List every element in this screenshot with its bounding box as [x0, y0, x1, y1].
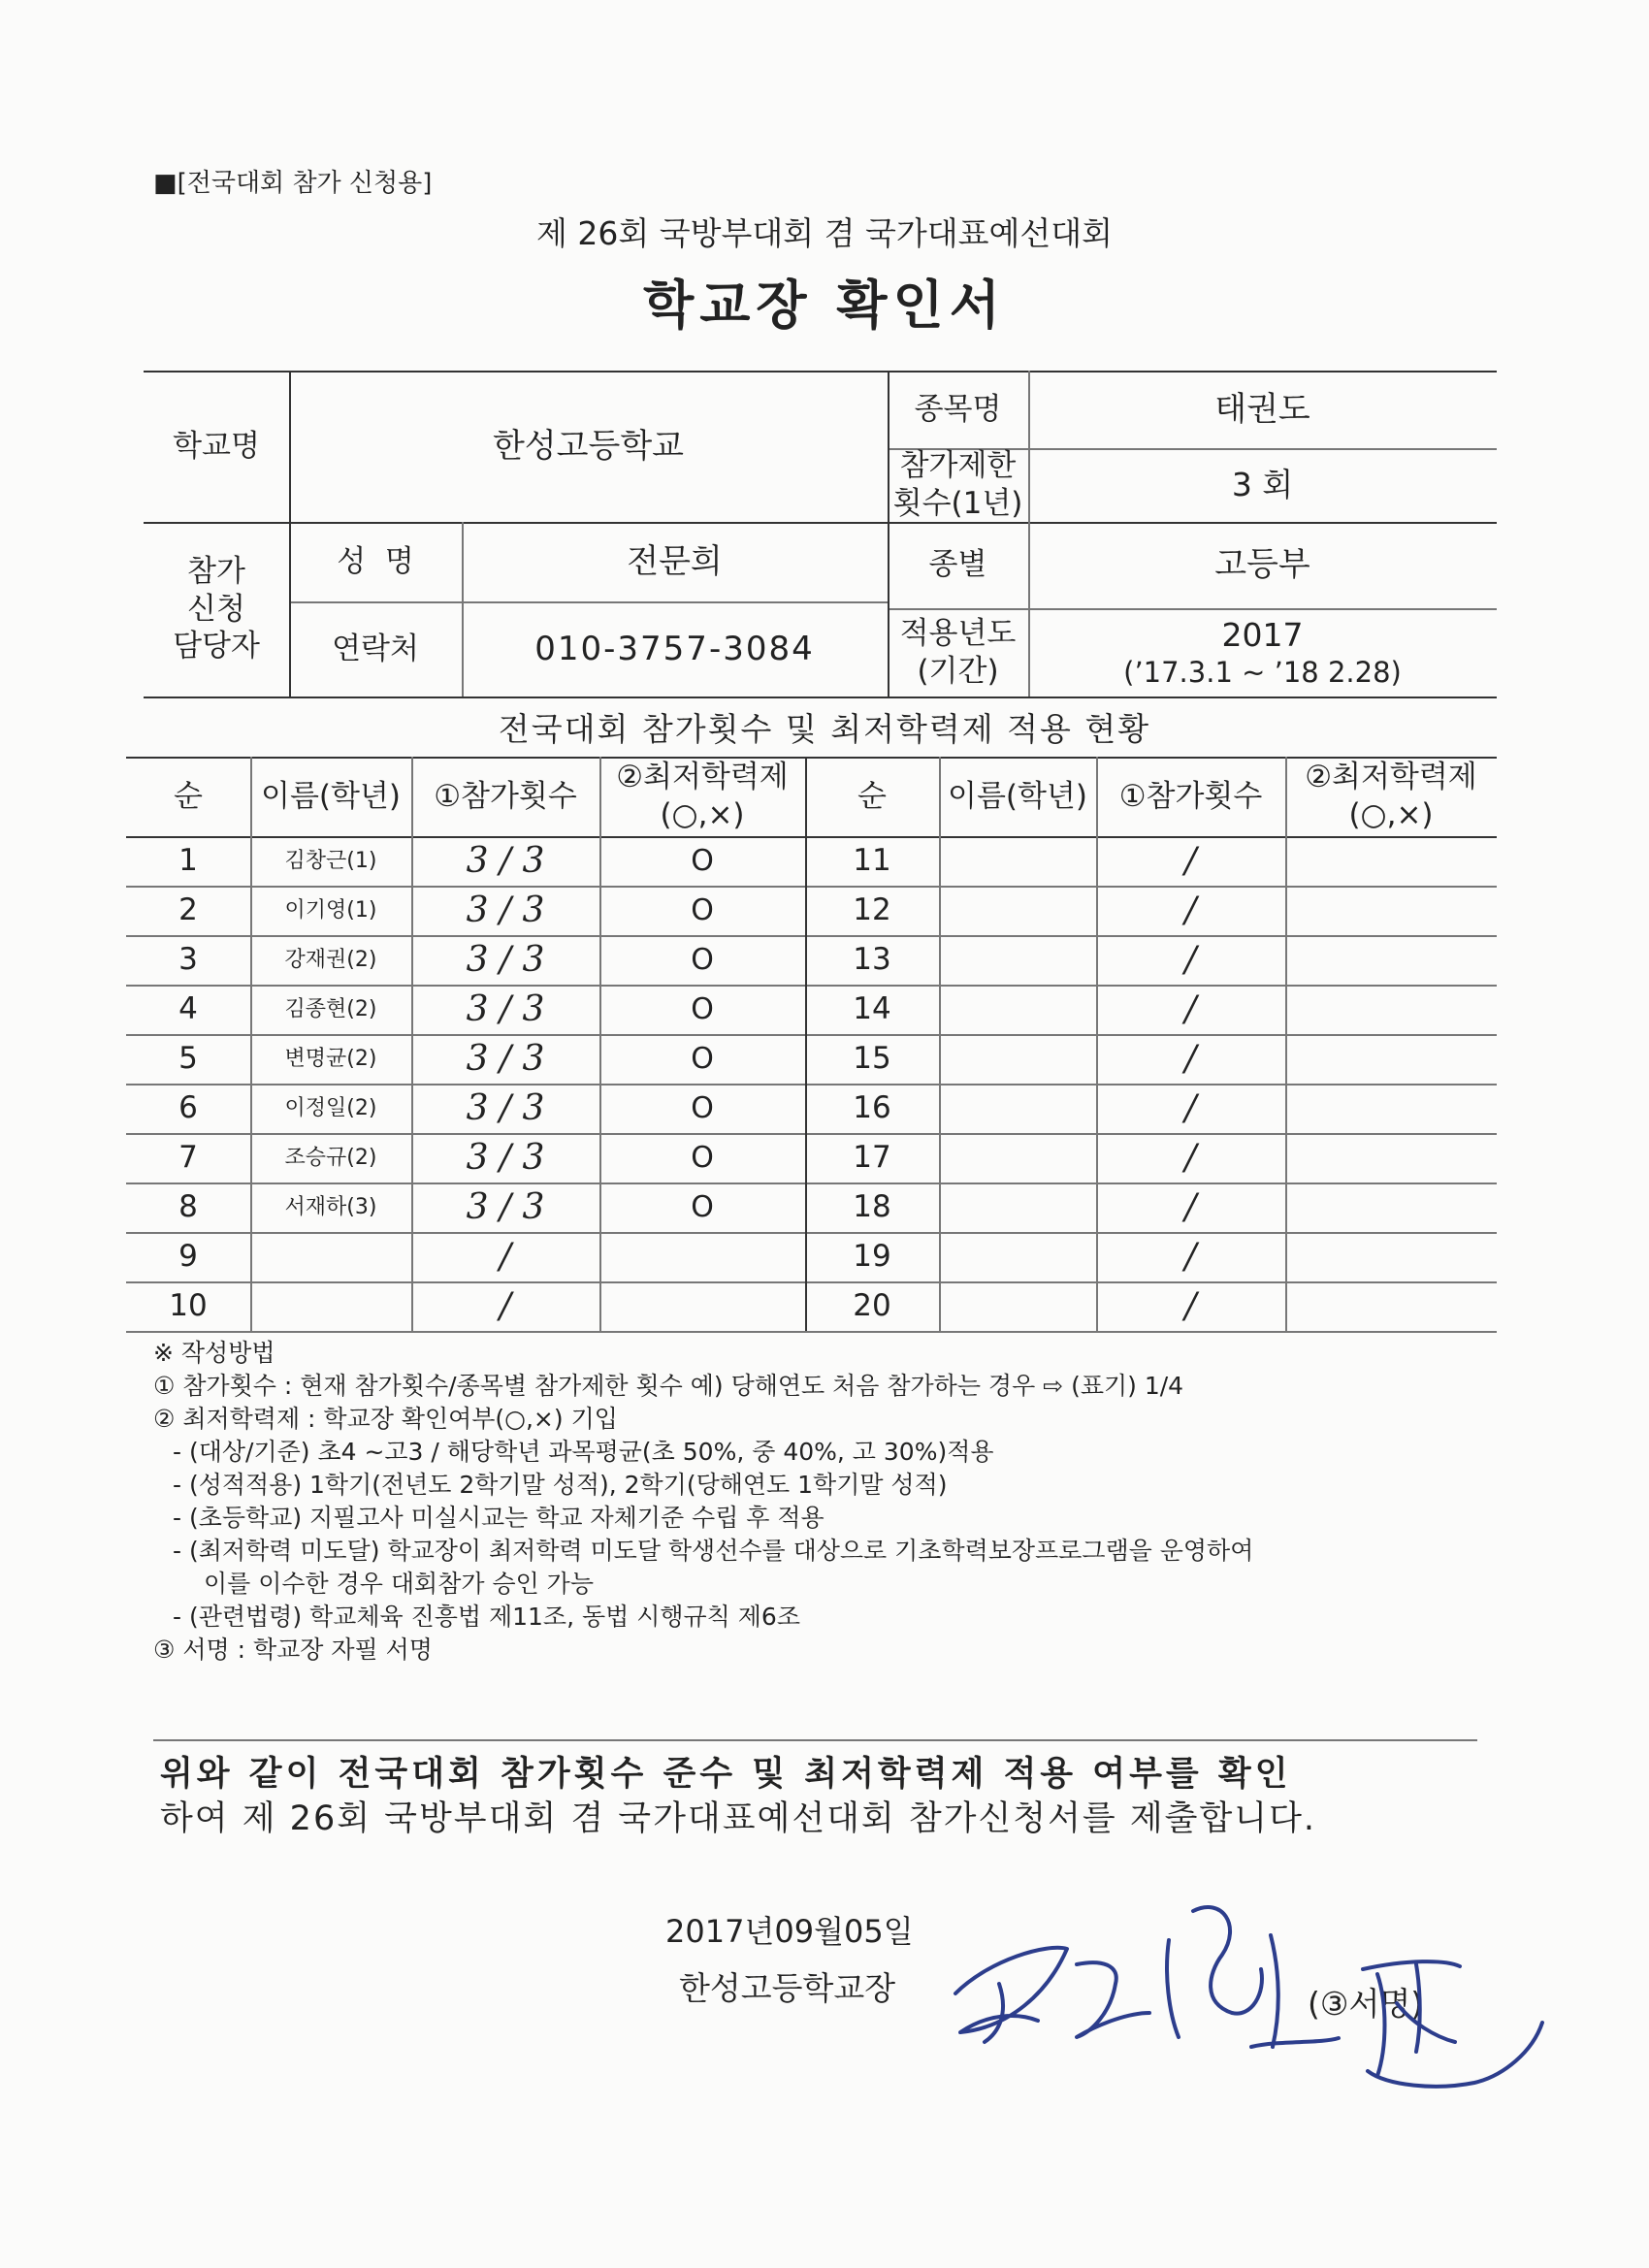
- row-participation-count: /: [499, 1237, 512, 1277]
- limit-label-line1: 참가제한: [899, 448, 1017, 484]
- row-participation-count: /: [1184, 1187, 1197, 1227]
- section-title: 전국대회 참가횟수 및 최저학력제 적용 현황: [498, 710, 1151, 748]
- row-number: 17: [853, 1140, 891, 1176]
- row-min-achievement: [599, 1232, 805, 1281]
- row-min-achievement: [1285, 985, 1497, 1034]
- row-number: 3: [178, 942, 198, 978]
- division-value: 고등부: [1214, 545, 1310, 585]
- row-min-achievement: [1285, 1232, 1497, 1281]
- row-min-achievement: [1285, 935, 1497, 985]
- limit-label-line2: 횟수(1년): [892, 486, 1023, 521]
- row-number: 12: [853, 892, 891, 928]
- row-name: 김창근(1): [284, 848, 377, 873]
- confirmation-text: [160, 1752, 1316, 1841]
- row-min-achievement: O: [691, 942, 714, 977]
- row-participation-count: 3 / 3: [466, 940, 545, 980]
- row-number: 11: [853, 843, 891, 879]
- header-min-achievement-right: [1285, 757, 1497, 836]
- row-participation-count: 3 / 3: [466, 1039, 545, 1079]
- contact-label: 연락처: [332, 631, 419, 666]
- header-min-achievement-left: [599, 757, 805, 836]
- row-name: 서재하(3): [284, 1194, 377, 1219]
- row-name: [939, 1281, 1096, 1331]
- row-name: 이정일(2): [284, 1095, 377, 1120]
- name-value: 전문희: [627, 541, 723, 581]
- row-min-achievement: O: [691, 843, 714, 878]
- signature-note: (③서명): [1308, 1985, 1424, 2023]
- row-min-achievement: O: [691, 1041, 714, 1076]
- row-number: 2: [178, 892, 198, 928]
- row-number: 4: [178, 991, 198, 1027]
- row-min-achievement: [1285, 1281, 1497, 1331]
- header-min-line1: ②최저학력제: [616, 760, 789, 795]
- row-name: [939, 886, 1096, 935]
- row-participation-count: /: [1184, 891, 1197, 930]
- applicant-label-line3: 담당자: [173, 629, 260, 664]
- row-name: 조승규(2): [284, 1145, 377, 1170]
- row-participation-count: 3 / 3: [466, 891, 545, 930]
- row-participation-count: /: [1184, 1138, 1197, 1178]
- row-min-achievement: [599, 1281, 805, 1331]
- school-label: 학교명: [173, 428, 260, 464]
- principal-signature: [931, 1867, 1571, 2120]
- row-name: 김종현(2): [284, 996, 377, 1021]
- row-min-achievement: [1285, 1183, 1497, 1232]
- row-min-achievement: [1285, 836, 1497, 886]
- row-min-achievement: [1285, 1084, 1497, 1133]
- row-name: [250, 1232, 411, 1281]
- row-name: [939, 836, 1096, 886]
- row-name: 이기영(1): [284, 897, 377, 923]
- row-name: [939, 1034, 1096, 1084]
- row-participation-count: /: [1184, 1088, 1197, 1128]
- instruction-line: - (관련법령) 학교체육 진흥법 제11조, 동법 시행규칙 제6조: [173, 1603, 800, 1631]
- header-name-right: 이름(학년): [948, 778, 1087, 814]
- header-min-line2: (○,×): [660, 797, 745, 832]
- row-number: 10: [169, 1288, 208, 1324]
- row-name: [939, 1232, 1096, 1281]
- row-min-achievement: O: [691, 892, 714, 927]
- instruction-line: ① 참가횟수 : 현재 참가횟수/종목별 참가제한 횟수 예) 당해연도 처음 참가하는 경우 ⇨ (표기) 1/4: [153, 1372, 1184, 1400]
- instruction-line: - (초등학교) 지필고사 미실시교는 학교 자체기준 수립 후 적용: [173, 1504, 824, 1532]
- instruction-line: - (대상/기준) 초4 ~고3 / 해당학년 과목평균(초 50%, 중 40%, 고 30%)적용: [173, 1438, 994, 1466]
- period-value: (’17.3.1 ~ ’18 2.28): [1123, 656, 1402, 689]
- year-label-line1: 적용년도: [899, 615, 1017, 651]
- division-label: 종별: [928, 547, 987, 583]
- row-number: 16: [853, 1090, 891, 1126]
- row-number: 9: [178, 1239, 198, 1275]
- confirmation-line2: 하여 제 26회 국방부대회 겸 국가대표예선대회 참가신청서를 제출합니다.: [160, 1799, 1317, 1838]
- header-no-right: 순: [857, 778, 887, 814]
- row-name: [939, 935, 1096, 985]
- event-value: 태권도: [1214, 389, 1310, 429]
- header-no-left: 순: [174, 778, 203, 814]
- row-participation-count: 3 / 3: [466, 1187, 545, 1227]
- applicant-label-line2: 신청: [187, 591, 245, 627]
- row-name: 강재권(2): [284, 947, 377, 972]
- table-line: [126, 1331, 1497, 1333]
- row-name: [939, 1183, 1096, 1232]
- row-min-achievement: [1285, 1034, 1497, 1084]
- row-number: 8: [178, 1189, 198, 1225]
- row-participation-count: 3 / 3: [466, 841, 545, 881]
- confirmation-line1: 위와 같이 전국대회 참가횟수 준수 및 최저학력제 적용 여부를 확인: [160, 1755, 1292, 1794]
- instruction-line: 이를 이수한 경우 대회참가 승인 가능: [204, 1570, 594, 1598]
- row-name: [939, 1133, 1096, 1183]
- row-participation-count: /: [1184, 1237, 1197, 1277]
- instructions-title: ※ 작성방법: [153, 1339, 275, 1367]
- row-name: 변명균(2): [284, 1046, 377, 1071]
- row-min-achievement: [1285, 1133, 1497, 1183]
- event-label: 종목명: [914, 391, 1002, 427]
- row-number: 13: [853, 942, 891, 978]
- row-number: 6: [178, 1090, 198, 1126]
- header-min-line1: ②최저학력제: [1305, 760, 1477, 795]
- issue-date: 2017년09월05일: [665, 1913, 914, 1950]
- row-number: 1: [178, 843, 198, 879]
- row-min-achievement: O: [691, 1189, 714, 1224]
- row-participation-count: /: [1184, 989, 1197, 1029]
- school-name: 한성고등학교: [492, 426, 685, 466]
- year-value-cell: [1028, 608, 1497, 697]
- applicant-label: [144, 522, 289, 697]
- row-participation-count: /: [1184, 940, 1197, 980]
- year-label: [888, 608, 1028, 697]
- row-number: 20: [853, 1288, 891, 1324]
- row-number: 18: [853, 1189, 891, 1225]
- row-number: 15: [853, 1041, 891, 1077]
- limit-label: [888, 448, 1028, 522]
- year-label-line2: (기간): [917, 653, 999, 689]
- document-subtitle: 제 26회 국방부대회 겸 국가대표예선대회: [536, 214, 1113, 252]
- document-title: 학교장 확인서: [643, 275, 1006, 336]
- principal-title: 한성고등학교장: [679, 1969, 896, 2007]
- row-name: [250, 1281, 411, 1331]
- header-count-right: ①참가횟수: [1118, 778, 1263, 814]
- year-value: 2017: [1221, 615, 1304, 654]
- instruction-line: - (최저학력 미도달) 학교장이 최저학력 미도달 학생선수를 대상으로 기초학력보장프로그램을 운영하여: [173, 1537, 1254, 1565]
- applicant-label-line1: 참가: [187, 553, 245, 589]
- row-participation-count: /: [1184, 841, 1197, 881]
- header-name-left: 이름(학년): [261, 778, 401, 814]
- row-participation-count: 3 / 3: [466, 1138, 545, 1178]
- row-participation-count: /: [1184, 1286, 1197, 1326]
- contact-value: 010-3757-3084: [534, 629, 815, 668]
- row-min-achievement: O: [691, 991, 714, 1026]
- row-min-achievement: O: [691, 1140, 714, 1175]
- row-number: 5: [178, 1041, 198, 1077]
- instruction-line: - (성적적용) 1학기(전년도 2학기말 성적), 2학기(당해연도 1학기말 성적): [173, 1471, 948, 1499]
- row-min-achievement: [1285, 886, 1497, 935]
- row-participation-count: 3 / 3: [466, 989, 545, 1029]
- form-tag: ■[전국대회 참가 신청용]: [153, 169, 433, 198]
- header-min-line2: (○,×): [1348, 797, 1434, 832]
- row-number: 7: [178, 1140, 198, 1176]
- row-participation-count: /: [1184, 1039, 1197, 1079]
- limit-value: 3 회: [1231, 466, 1294, 504]
- instructions: [153, 1337, 1253, 1667]
- name-label: 성 명: [337, 543, 414, 579]
- row-name: [939, 985, 1096, 1034]
- row-participation-count: 3 / 3: [466, 1088, 545, 1128]
- instruction-line: ③ 서명 : 학교장 자필 서명: [153, 1636, 433, 1664]
- row-min-achievement: O: [691, 1090, 714, 1125]
- row-number: 19: [853, 1239, 891, 1275]
- row-name: [939, 1084, 1096, 1133]
- header-count-left: ①참가횟수: [434, 778, 577, 814]
- row-number: 14: [853, 991, 891, 1027]
- row-participation-count: /: [499, 1286, 512, 1326]
- instruction-line: ② 최저학력제 : 학교장 확인여부(○,×) 기입: [153, 1405, 618, 1433]
